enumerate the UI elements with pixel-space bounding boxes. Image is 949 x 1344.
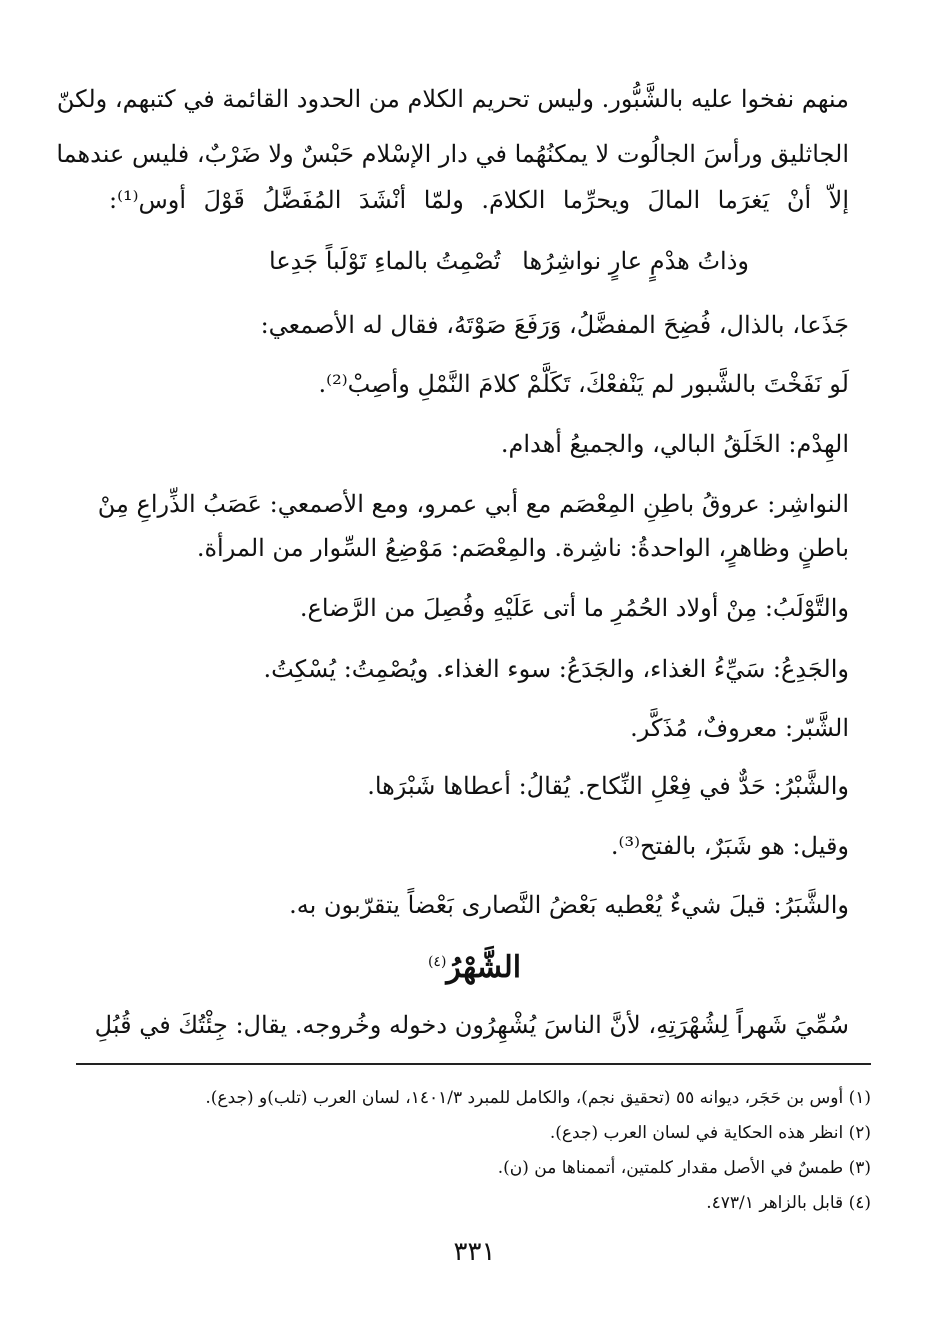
body-line-13: وقيل: هو شَبَرٌ، بالفتح⁽³⁾. [610,832,849,860]
footnote-3: (٣) طمسٌ في الأصل مقدار كلمتين، أتممناها من (ن). [497,1158,871,1178]
page-number: ٣٣١ [453,1237,496,1267]
body-line-7: النواشِر: عروقُ باطِنِ المِعْصَم مع أبي عمرو، ومع الأصمعي: عَصَبُ الذِّراعِ مِنْ [97,490,849,518]
body-line-3: إلاّ أنْ يَغرَما المالَ ويحرِّما الكلامَ. ولمّا أنْشَدَ المُفَضَّلُ قَوْلَ أوس⁽¹⁾: [109,186,849,214]
body-line-6: الهِدْم: الخَلَقُ البالي، والجميعُ أهدام. [500,430,849,458]
body-line-1: منهم نفخوا عليه بالشَّبُّور. وليس تحريم الكلام من الحدود القائمة في كتبهم، ولكنّ [56,85,849,113]
verse-hemistich-2: تُصْمِتُ بالماءِ تَوْلَباً جَدِعا [269,247,501,275]
footnote-2: (٢) انظر هذه الحكاية في لسان العرب (جدع). [549,1123,871,1143]
body-line-4: جَذَعا، بالذال، فُضِحَ المفضَّلُ، وَرَفَعَ صَوْتَهُ، فقال له الأصمعي: [260,311,849,339]
body-line-11: الشَّبّر: معروفٌ، مُذَكَّر. [630,714,849,742]
footnote-separator [76,1063,871,1065]
body-line-8: باطنٍ وظاهرٍ، الواحدةُ: ناشِرة. والمِعْصَم: مَوْضِعُ السِّوار من المرأة. [196,534,849,562]
body-line-9: والتَّوْلَبُ: مِنْ أولاد الحُمُرِ ما أتى عَلَيْهِ وفُصِلَ من الرَّضاع. [299,594,849,622]
section-heading-title: الشَّهْرُ [446,950,522,985]
body-line-14: والشَّبَرُ: قيلَ شيءٌ يُعْطيه بَعْضُ النَّصارى بَعْضاً يتقرّبون به. [289,891,849,919]
footnote-4: (٤) قابل بالزاهر ٤٧٣/١. [706,1193,871,1213]
body-line-10: والجَدِعُ: سَيِّءُ الغذاء، والجَدَعُ: سوء الغذاء. ويُصْمِتُ: يُسْكِتُ. [263,655,849,683]
section-heading-footnote-ref: (٤) [427,954,447,970]
section-heading [0,940,949,990]
body-line-12: والشَّبْرُ: حَدٌّ في فِعْلِ النِّكاح. يُقالُ: أعطاها شَبْرَها. [367,772,849,800]
body-line-15: سُمِّيَ شَهراً لِشُهْرَتِهِ، لأنَّ الناسَ يُشْهِرُون دخوله وخُروجه. يقال: جِئْتُكَ في قُبُلِ [94,1011,849,1039]
verse-hemistich-1: وذاتُ هدْمٍ عارٍ نواشِرُها [522,247,749,275]
footnote-1: (١) أوس بن حَجَر، ديوانه ٥٥ (تحقيق نجم)، والكامل للمبرد ١٤٠١/٣، لسان العرب (تلب)و (جدع). [205,1088,871,1108]
body-line-2: الجاثليق ورأسَ الجالُوت لا يمكنُهُما في دار الإسْلام حَبْسٌ ولا ضَرْبٌ، فليس عندهما [56,140,849,168]
body-line-5: لَو نَفَخْتَ بالشَّبور لم يَنْفعْكَ، تَكَلَّمْ كلامَ النَّمْلِ وأصِبْ⁽²⁾. [318,370,849,398]
